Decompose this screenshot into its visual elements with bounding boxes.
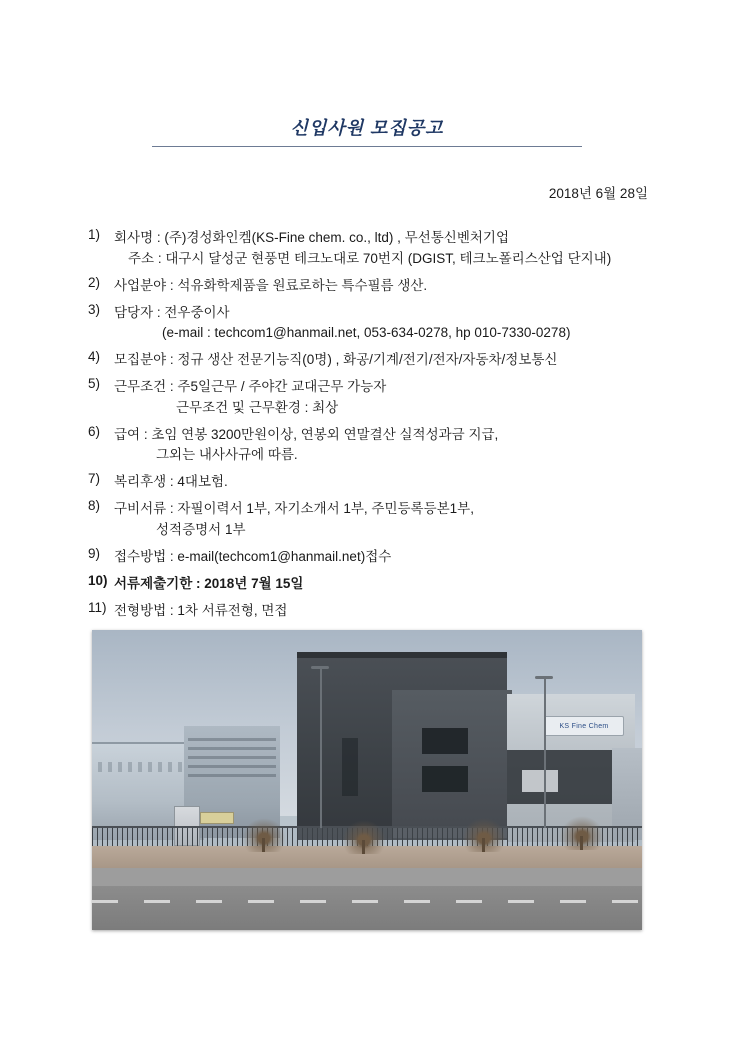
item-body bbox=[114, 574, 688, 595]
item-line: 급여 : 초임 연봉 3200만원이상, 연봉외 연말결산 실적성과금 지급, bbox=[114, 426, 499, 442]
item-number: 3) bbox=[88, 301, 101, 317]
window bbox=[422, 728, 468, 754]
item-line: 성적증명서 1부 bbox=[156, 521, 246, 537]
item-line: 주소 : 대구시 달성군 현풍면 테크노대로 70번지 (DGIST, 테크노폴리스산업 단지내) bbox=[128, 250, 612, 266]
item-line: 모집분야 : 정규 생산 전문기능직(0명) , 화공/기계/전기/전자/자동차/정보통신 bbox=[114, 352, 558, 368]
item-line: 서류제출기한 : 2018년 7월 15일 bbox=[114, 575, 304, 591]
title-block bbox=[152, 118, 582, 147]
item-line: 구비서류 : 자필이력서 1부, 자기소개서 1부, 주민등록등본1부, bbox=[114, 501, 474, 517]
lamp-post bbox=[320, 666, 322, 828]
item-body bbox=[114, 547, 688, 568]
item-body bbox=[114, 350, 688, 371]
list-item bbox=[88, 377, 688, 418]
title-divider bbox=[152, 146, 582, 147]
item-body bbox=[114, 499, 688, 540]
tree bbox=[462, 818, 506, 852]
list-item bbox=[88, 350, 688, 371]
item-number: 4) bbox=[88, 349, 101, 365]
item-body bbox=[114, 425, 688, 466]
list-item bbox=[88, 547, 688, 568]
item-number: 11) bbox=[88, 599, 107, 615]
item-number: 7) bbox=[88, 471, 101, 487]
list-item bbox=[88, 499, 688, 540]
item-line: 전형방법 : 1차 서류전형, 면접 bbox=[114, 602, 288, 618]
list-item-deadline bbox=[88, 574, 688, 595]
list-item bbox=[88, 472, 688, 493]
item-number: 10) bbox=[88, 572, 108, 588]
lamp-post bbox=[544, 676, 546, 828]
item-line: 담당자 : 전우중이사 bbox=[114, 304, 230, 320]
item-body bbox=[114, 228, 688, 269]
item-number: 6) bbox=[88, 423, 101, 439]
item-body bbox=[114, 276, 688, 297]
company-photo bbox=[92, 630, 642, 930]
page-title: 신입사원 모집공고 bbox=[290, 118, 444, 138]
item-line: 회사명 : (주)경성화인켐(KS-Fine chem. co., ltd) , 무선통신벤처기업 bbox=[114, 230, 509, 245]
item-line: 사업분야 : 석유화학제품을 원료로하는 특수필름 생산. bbox=[114, 277, 428, 293]
window bbox=[522, 770, 558, 792]
item-body bbox=[114, 303, 688, 344]
photo-canvas bbox=[92, 630, 642, 930]
list-item bbox=[88, 425, 688, 466]
document-date: 2018년 6월 28일 bbox=[548, 186, 648, 201]
tree bbox=[242, 818, 286, 852]
item-body bbox=[114, 472, 688, 493]
item-number: 5) bbox=[88, 376, 101, 392]
window bbox=[422, 766, 468, 792]
window bbox=[342, 738, 358, 796]
item-number: 8) bbox=[88, 498, 101, 514]
item-line: 근무조건 및 근무환경 : 최상 bbox=[176, 399, 339, 415]
tree bbox=[342, 820, 386, 854]
item-number: 9) bbox=[88, 545, 101, 561]
list-item bbox=[88, 303, 688, 344]
company-sign: KS Fine Chem bbox=[544, 716, 624, 736]
item-line: 접수방법 : e-mail(techcom1@hanmail.net)접수 bbox=[114, 548, 392, 564]
item-number: 1) bbox=[88, 227, 101, 242]
road bbox=[92, 886, 642, 930]
list-item bbox=[88, 276, 688, 297]
item-body bbox=[114, 601, 688, 622]
sidewalk bbox=[92, 868, 642, 886]
item-line: 복리후생 : 4대보험. bbox=[114, 474, 228, 490]
list-item bbox=[88, 228, 688, 269]
gate-sign bbox=[200, 812, 234, 824]
item-line: 그외는 내사사규에 따름. bbox=[156, 447, 298, 463]
list-item bbox=[88, 601, 688, 622]
item-line: 근무조건 : 주5일근무 / 주야간 교대근무 가능자 bbox=[114, 379, 387, 395]
item-number: 2) bbox=[88, 274, 101, 290]
tree bbox=[560, 816, 604, 850]
item-body bbox=[114, 377, 688, 418]
middle-building bbox=[392, 690, 512, 838]
announcement-list bbox=[88, 228, 688, 628]
contact-email-line: (e-mail : techcom1@hanmail.net, 053-634-0278, hp 010-7330-0278) bbox=[162, 325, 571, 341]
